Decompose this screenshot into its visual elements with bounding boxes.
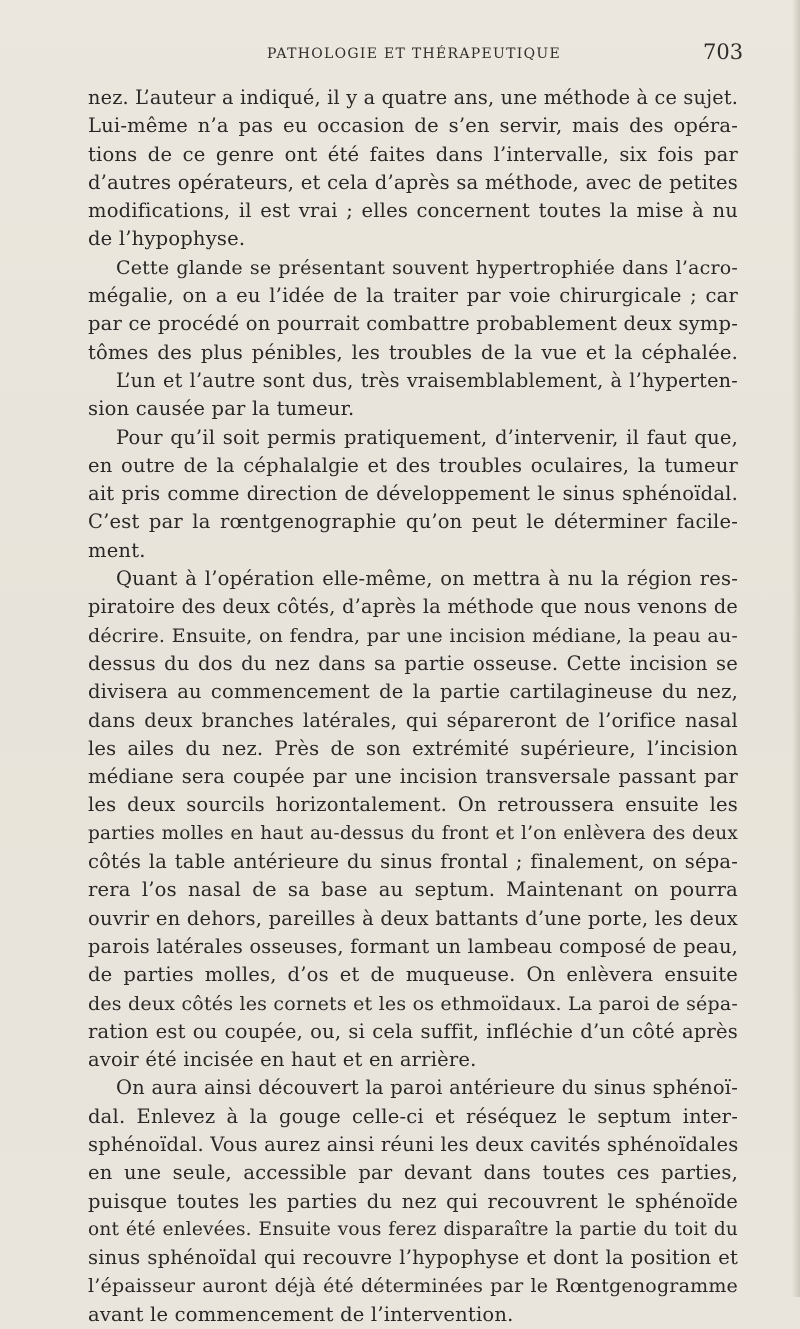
page-edge-shadow [792, 0, 800, 1297]
text-line: de l’hypophyse. [88, 227, 246, 251]
text-line: l’épaisseur auront déjà été déterminées par le Rœntgenogramme [88, 1275, 738, 1298]
text-line: On aura ainsi découvert la paroi antérieure du sinus sphénoï- [116, 1076, 738, 1100]
text-line: avant le commencement de l’intervention. [88, 1302, 514, 1326]
text-line: Pour qu’il soit permis pratiquement, d’intervenir, il faut que, [116, 425, 738, 449]
text-line: en une seule, accessible par devant dans toutes ces parties, [88, 1161, 738, 1185]
text-line: C’est par la rœntgenographie qu’on peut le déterminer facile- [88, 510, 738, 534]
text-line: décrire. Ensuite, on fendra, par une incision médiane, la peau au- [88, 624, 738, 647]
text-line: en outre de la céphalalgie et des troubles oculaires, la tumeur [88, 453, 738, 477]
text-line: d’autres opérateurs, et cela d’après sa méthode, avec de petites [88, 170, 738, 194]
text-line: ont été enlevées. Ensuite vous ferez disparaître la partie du toit du [88, 1218, 738, 1240]
text-line: les ailes du nez. Près de son extrémité supérieure, l’incision [88, 736, 738, 760]
text-line: dessus du dos du nez dans sa partie osseuse. Cette incision se [88, 651, 738, 675]
text-line: ment. [88, 538, 146, 562]
text-line: sion causée par la tumeur. [88, 397, 355, 421]
text-line: ouvrir en dehors, pareilles à deux battants d’une porte, les deux [88, 906, 738, 930]
text-line: piratoire des deux côtés, d’après la méthode que nous venons de [88, 595, 738, 619]
text-line: des deux côtés les cornets et les os ethmoïdaux. La paroi de sépa- [88, 992, 738, 1015]
text-line: Lui-même n’a pas eu occasion de s’en servir, mais des opéra- [88, 114, 738, 138]
text-line: puisque toutes les parties du nez qui recouvrent le sphénoïde [88, 1189, 738, 1213]
text-line: ait pris comme direction de développement le sinus sphénoïdal. [88, 482, 738, 506]
text-line: dans deux branches latérales, qui sépareront de l’orifice nasal [88, 708, 738, 732]
text-line: ration est ou coupée, ou, si cela suffit, infléchie d’un côté après [88, 1019, 738, 1043]
text-line: rera l’os nasal de sa base au septum. Maintenant on pourra [88, 878, 738, 902]
text-line: Cette glande se présentant souvent hypertrophiée dans l’acro- [116, 256, 738, 279]
text-line: dal. Enlevez à la gouge celle-ci et réséquez le septum inter- [88, 1104, 738, 1128]
text-line: parois latérales osseuses, formant un lambeau composé de peau, [88, 934, 738, 958]
text-line: par ce procédé on pourrait combattre probablement deux symp- [88, 312, 738, 336]
text-line: les deux sourcils horizontalement. On retroussera ensuite les [88, 793, 738, 817]
text-line: Quant à l’opération elle-même, on mettra à nu la région res- [116, 567, 738, 591]
text-line: sphénoïdal. Vous aurez ainsi réuni les deux cavités sphénoïdales [88, 1132, 739, 1156]
text-line: côtés la table antérieure du sinus frontal ; finalement, on sépa- [88, 850, 738, 874]
page-number: 703 [703, 40, 744, 64]
running-title: PATHOLOGIE ET THÉRAPEUTIQUE [267, 46, 561, 62]
text-line: parties molles en haut au-dessus du front et l’on enlèvera des deux [88, 822, 738, 844]
text-line: mégalie, on a eu l’idée de la traiter par voie chirurgicale ; car [88, 284, 738, 308]
text-line: divisera au commencement de la partie cartilagineuse du nez, [88, 680, 738, 704]
text-line: nez. L’auteur a indiqué, il y a quatre ans, une méthode à ce sujet. [88, 86, 739, 109]
text-line: L’un et l’autre sont dus, très vraisemblablement, à l’hyperten- [116, 368, 738, 392]
body-text [88, 84, 738, 1329]
text-line: médiane sera coupée par une incision transversale passant par [88, 765, 738, 789]
text-line: tômes des plus pénibles, les troubles de la vue et la céphalée. [88, 340, 738, 364]
text-line: sinus sphénoïdal qui recouvre l’hypophyse et dont la position et [88, 1246, 738, 1270]
running-header [0, 40, 800, 66]
text-line: modifications, il est vrai ; elles concernent toutes la mise à nu [88, 199, 738, 223]
text-line: de parties molles, d’os et de muqueuse. On enlèvera ensuite [88, 963, 738, 987]
text-line: tions de ce genre ont été faites dans l’intervalle, six fois par [88, 142, 738, 166]
text-line: avoir été incisée en haut et en arrière. [88, 1048, 477, 1072]
